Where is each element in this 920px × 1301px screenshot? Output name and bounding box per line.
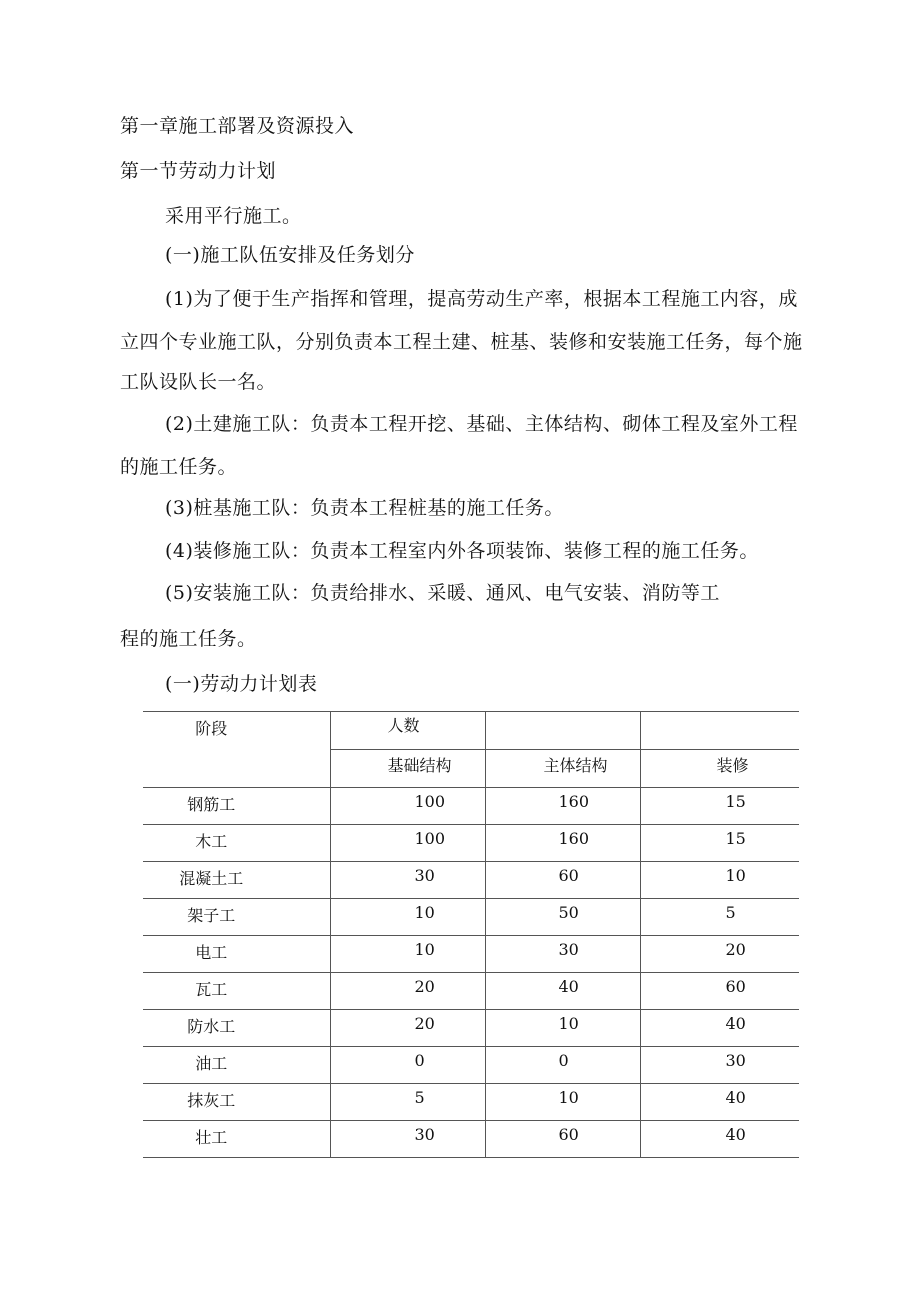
value-cell: [640, 899, 799, 936]
decoration-count: 40: [725, 1014, 746, 1033]
value-cell: [330, 973, 485, 1010]
trade-name: 木工: [195, 832, 228, 851]
decoration-count: 30: [725, 1051, 746, 1070]
decoration-count: 15: [725, 792, 746, 811]
phase-cell: [330, 750, 485, 788]
trade-name: 瓦工: [195, 980, 228, 999]
value-cell: [485, 825, 640, 862]
foundation-count: 0: [414, 1051, 425, 1070]
value-cell: [330, 825, 485, 862]
trade-name: 油工: [195, 1054, 228, 1073]
main-structure-count: 50: [558, 903, 579, 922]
header-empty-cell: [640, 712, 799, 750]
table-row: [143, 936, 799, 973]
header-empty-cell: [485, 712, 640, 750]
value-cell: [640, 788, 799, 825]
value-cell: [640, 973, 799, 1010]
value-cell: [485, 1121, 640, 1158]
value-cell: [485, 899, 640, 936]
header-stage-cell: [143, 712, 330, 788]
value-cell: [640, 1047, 799, 1084]
paragraph-line: 程的施工任务。: [120, 628, 257, 650]
trade-name: 架子工: [187, 906, 236, 925]
paragraph-line: (1)为了便于生产指挥和管理，提高劳动生产率，根据本工程施工内容，成: [165, 288, 798, 310]
labor-plan-table: [143, 711, 799, 1158]
value-cell: [640, 825, 799, 862]
trade-name: 壮工: [195, 1128, 228, 1147]
trade-cell: [143, 973, 330, 1010]
trade-cell: [143, 788, 330, 825]
foundation-count: 30: [414, 866, 435, 885]
trade-name: 混凝土工: [179, 869, 244, 888]
foundation-count: 30: [414, 1125, 435, 1144]
foundation-count: 10: [414, 903, 435, 922]
value-cell: [485, 936, 640, 973]
decoration-count: 5: [725, 903, 736, 922]
trade-name: 电工: [195, 943, 228, 962]
table-row: [143, 973, 799, 1010]
value-cell: [485, 1047, 640, 1084]
value-cell: [640, 1084, 799, 1121]
decoration-count: 40: [725, 1125, 746, 1144]
main-structure-count: 60: [558, 866, 579, 885]
main-structure-count: 60: [558, 1125, 579, 1144]
chapter-title: 第一章施工部署及资源投入: [120, 115, 355, 137]
phase-cell: [640, 750, 799, 788]
main-structure-count: 160: [558, 829, 590, 848]
trade-name: 抹灰工: [187, 1091, 236, 1110]
trade-cell: [143, 1121, 330, 1158]
table-row: [143, 825, 799, 862]
value-cell: [485, 862, 640, 899]
trade-cell: [143, 825, 330, 862]
trade-cell: [143, 899, 330, 936]
table-row: [143, 1047, 799, 1084]
trade-cell: [143, 1047, 330, 1084]
decoration-count: 60: [725, 977, 746, 996]
value-cell: [330, 1121, 485, 1158]
table-header-row: [143, 712, 799, 750]
phase-label: 基础结构: [387, 756, 452, 775]
table-row: [143, 1121, 799, 1158]
foundation-count: 20: [414, 1014, 435, 1033]
phase-cell: [485, 750, 640, 788]
main-structure-count: 30: [558, 940, 579, 959]
value-cell: [330, 862, 485, 899]
paragraph: (4)装修施工队：负责本工程室内外各项装饰、装修工程的施工任务。: [165, 540, 759, 562]
trade-name: 防水工: [187, 1017, 236, 1036]
header-count-cell: [330, 712, 485, 750]
value-cell: [640, 1010, 799, 1047]
foundation-count: 5: [414, 1088, 425, 1107]
value-cell: [485, 788, 640, 825]
phase-label: 主体结构: [543, 756, 608, 775]
trade-cell: [143, 936, 330, 973]
trade-cell: [143, 862, 330, 899]
foundation-count: 20: [414, 977, 435, 996]
subheading: (一)施工队伍安排及任务划分: [165, 244, 415, 266]
main-structure-count: 40: [558, 977, 579, 996]
paragraph-line: 立四个专业施工队，分别负责本工程土建、桩基、装修和安装施工任务，每个施: [120, 331, 803, 353]
header-count: 人数: [387, 716, 420, 735]
paragraph: 采用平行施工。: [165, 205, 302, 227]
trade-cell: [143, 1084, 330, 1121]
trade-name: 钢筋工: [187, 795, 236, 814]
decoration-count: 15: [725, 829, 746, 848]
phase-label: 装修: [716, 756, 749, 775]
table-caption: (一)劳动力计划表: [165, 673, 318, 695]
table-row: [143, 862, 799, 899]
value-cell: [485, 973, 640, 1010]
decoration-count: 40: [725, 1088, 746, 1107]
foundation-count: 100: [414, 792, 446, 811]
value-cell: [330, 899, 485, 936]
paragraph-line: 工队设队长一名。: [120, 371, 277, 393]
trade-cell: [143, 1010, 330, 1047]
paragraph-line: 的施工任务。: [120, 456, 238, 478]
value-cell: [640, 936, 799, 973]
foundation-count: 10: [414, 940, 435, 959]
decoration-count: 10: [725, 866, 746, 885]
header-stage: 阶段: [195, 719, 228, 738]
value-cell: [330, 788, 485, 825]
paragraph-line: (2)土建施工队：负责本工程开挖、基础、主体结构、砌体工程及室外工程: [165, 413, 798, 435]
table-row: [143, 1010, 799, 1047]
main-structure-count: 10: [558, 1014, 579, 1033]
value-cell: [330, 1084, 485, 1121]
value-cell: [640, 862, 799, 899]
main-structure-count: 10: [558, 1088, 579, 1107]
foundation-count: 100: [414, 829, 446, 848]
table-row: [143, 788, 799, 825]
table-row: [143, 899, 799, 936]
value-cell: [485, 1084, 640, 1121]
value-cell: [485, 1010, 640, 1047]
paragraph: (3)桩基施工队：负责本工程桩基的施工任务。: [165, 497, 564, 519]
value-cell: [640, 1121, 799, 1158]
main-structure-count: 160: [558, 792, 590, 811]
paragraph-line: (5)安装施工队：负责给排水、采暖、通风、电气安装、消防等工: [165, 582, 720, 604]
value-cell: [330, 1010, 485, 1047]
value-cell: [330, 1047, 485, 1084]
section-title: 第一节劳动力计划: [120, 160, 277, 182]
table-row: [143, 1084, 799, 1121]
decoration-count: 20: [725, 940, 746, 959]
main-structure-count: 0: [558, 1051, 569, 1070]
value-cell: [330, 936, 485, 973]
